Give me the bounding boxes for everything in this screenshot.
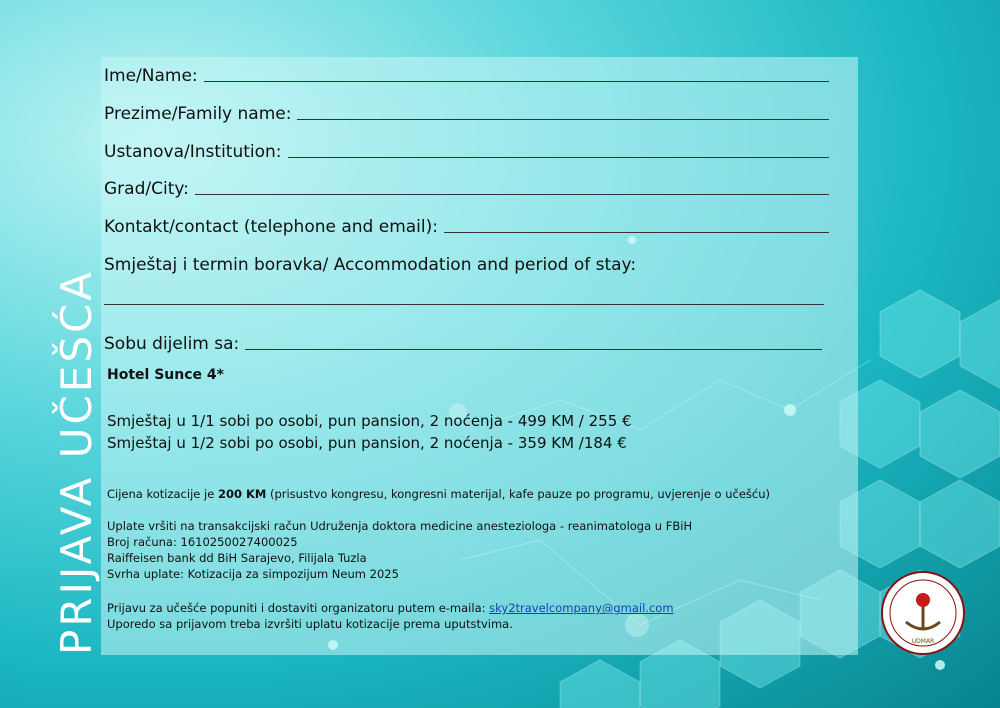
room-share-field[interactable] [104,334,822,354]
name-input-line[interactable] [204,80,829,82]
family-name-input-line[interactable] [297,118,829,120]
page-title: PRIJAVA UČEŠĆA [52,268,101,655]
hotel-name: Hotel Sunce 4* [107,367,224,383]
apply-instruction: Prijavu za učešće popuniti i dostaviti organizatoru putem e-maila: [107,601,490,615]
institution-input-line[interactable] [288,156,829,158]
room-option-single: Smještaj u 1/1 sobi po osobi, pun pansion, 2 noćenja - 499 KM / 255 € [107,412,632,430]
city-field[interactable] [104,179,829,199]
payment-bank: Raiffeisen bank dd BiH Sarajevo, Filijala Tuzla [107,551,367,565]
institution-field[interactable] [104,142,829,162]
fee-suffix: (prisustvo kongresu, kongresni materijal, kafe pauze po programu, uvjerenje o učešću) [266,487,770,501]
payment-purpose: Svrha uplate: Kotizacija za simpozijum Neum 2025 [107,567,399,581]
payment-line-1: Uplate vršiti na transakcijski račun Udruženja doktora medicine anesteziologa - reanimatologa u FBiH [107,519,693,533]
contact-input-line[interactable] [444,231,829,233]
contact-label: Kontakt/contact (telephone and email): [104,217,438,237]
apply-note: Uporedo sa prijavom treba izvršiti uplatu kotizacije prema uputstvima. [107,617,513,631]
accommodation-field [104,255,829,275]
udmar-logo [880,570,966,656]
name-label: Ime/Name: [104,66,198,86]
city-input-line[interactable] [195,193,829,195]
fee-amount: 200 KM [217,487,267,501]
logo-text: UDMAR [911,638,935,645]
family-name-label: Prezime/Family name: [104,104,292,124]
accommodation-input-line[interactable] [104,304,824,305]
fee-prefix: Cijena kotizacije je [107,487,218,501]
contact-field[interactable] [104,217,829,237]
room-share-input-line[interactable] [245,348,822,350]
name-field[interactable] [104,66,829,86]
room-share-label: Sobu dijelim sa: [104,334,240,354]
family-name-field[interactable] [104,104,829,124]
apply-text [107,600,674,616]
room-option-double: Smještaj u 1/2 sobi po osobi, pun pansion, 2 noćenja - 359 KM /184 € [107,434,627,452]
institution-label: Ustanova/Institution: [104,142,282,162]
email-link[interactable]: sky2travelcompany@gmail.com [489,601,674,615]
payment-account: Broj računa: 1610250027400025 [107,535,298,549]
accommodation-label: Smještaj i termin boravka/ Accommodation and period of stay: [104,255,637,275]
fee-text [107,486,770,502]
city-label: Grad/City: [104,179,189,199]
